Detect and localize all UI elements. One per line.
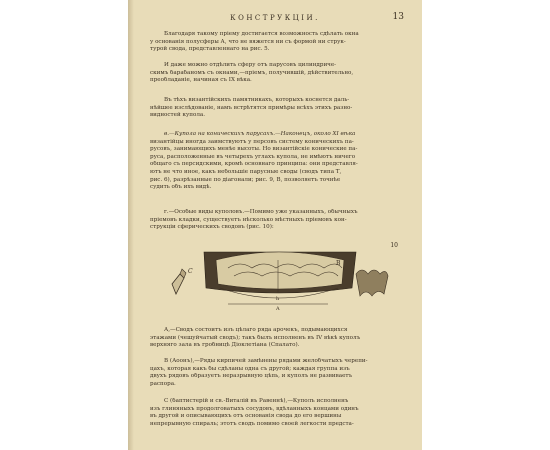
running-header: [128, 13, 422, 25]
vessel-c-shape: [172, 274, 184, 294]
vault-a-face: [216, 252, 344, 289]
text-line: нѣйшее изслѣдованiе, намъ встрѣтятся примѣры всѣхъ этихъ разно-: [150, 104, 353, 111]
text-line: преобладанiе, начиная съ IX вѣка.: [150, 77, 252, 84]
page-number: 13: [392, 12, 404, 22]
text-line: в.—Купола на коническихъ парусахъ.—Наконецъ, около XI вѣка: [164, 131, 356, 137]
figure-label-h: h: [276, 296, 280, 302]
tile-b-shape: [356, 270, 388, 296]
text-line: г.—Особые виды куполовъ.—Помимо уже указанныхъ, обычныхъ: [164, 209, 358, 215]
text-line: В (Аоонъ),—Ряды кирпичей замѣнены рядами желобчатыхъ черепи-: [164, 358, 368, 364]
text-line: струкцiи сферическихъ сводовъ (рис. 10):: [150, 224, 274, 231]
text-line: руса, расположенные въ четырехъ углахъ купола, не имѣютъ ничего: [150, 153, 356, 160]
text-line: общаго съ персидскими, кромѣ основнаго принципа: они представля-: [150, 161, 358, 168]
text-line: этажами (чешуйчатый сводъ); такъ былъ исполненъ въ IV вѣкѣ куполъ: [150, 334, 361, 341]
paragraph-1: [150, 31, 404, 54]
text-line: въ другой и описывающихъ отъ основанiя свода до его вершины: [150, 413, 342, 420]
paragraph-6: [150, 327, 404, 350]
text-line: С (баптистерiй и св.-Виталiй въ Равеннѣ),—Куполъ исполненъ: [164, 398, 349, 404]
text-line: верхняго зала въ гробницѣ Дiоклетiана (Спалато).: [150, 342, 300, 349]
paragraph-7: [150, 358, 404, 388]
text-line: Благодаря такому прiему достигается возможность сдѣлать окна: [164, 31, 359, 37]
figure-number: 10: [390, 242, 398, 249]
header-title: КОНСТРУКЦIИ.: [230, 14, 320, 22]
figure-label-c: C: [188, 268, 193, 275]
paragraph-5: [150, 209, 404, 232]
text-line: Въ тѣхъ византiйскихъ памятникахъ, которыхъ коснется даль-: [164, 97, 350, 103]
text-line: ютъ не что иное, какъ небольшiе парусные своды (сводъ типа Т,: [150, 168, 342, 175]
paragraph-4: [150, 131, 404, 192]
text-line: А,—Сводъ состоитъ изъ цѣлаго ряда арочекъ, подымающихся: [164, 327, 348, 333]
text-line: двухъ рядовъ образуетъ неразрывную цѣпь, и куполъ не развиваетъ: [150, 373, 353, 380]
page-edge-shadow: [128, 0, 134, 450]
paragraph-3: [150, 97, 404, 120]
text-line: прiемовъ кладки, существуетъ нѣсколько мѣстныхъ прiемовъ кон-: [150, 216, 347, 223]
text-line: у основанiя полусферы А, что не вяжется ни съ формой ни струк-: [150, 38, 346, 45]
text-line: византiйцы иногда заимствуютъ у персовъ систему коническихъ па-: [150, 138, 354, 145]
text-line: русовъ, занимающихъ менѣе высоты. Но византiйскiе конические па-: [150, 146, 358, 153]
book-page: [128, 0, 422, 450]
text-line: цахъ, которая какъ бы сдѣланы одна съ другой; каждая группа изъ: [150, 365, 350, 372]
figure-label-b: B: [336, 260, 341, 267]
paragraph-2: [150, 62, 404, 85]
text-line: турой свода, представленнаго на рис. 5.: [150, 46, 270, 53]
text-line: видностей купола.: [150, 112, 206, 119]
text-line: скимъ барабаномъ съ окнами,—прiемъ, получившiй, дѣйствительно,: [150, 69, 354, 76]
text-line: непрерывную спираль; этотъ сводъ помимо своей легкости предста-: [150, 420, 354, 427]
text-line: И даже можно отдѣлить сферу отъ парусовъ цилиндриче-: [164, 62, 337, 68]
text-line: изъ глиняныхъ продолговатыхъ сосудовъ, вдѣланныхъ концами одинъ: [150, 405, 359, 412]
figure-label-a: A: [276, 306, 280, 312]
text-line: судить объ ихъ видѣ.: [150, 184, 212, 191]
figure-10-dome-types: [158, 240, 398, 320]
text-line: распора.: [150, 380, 176, 387]
paragraph-8: [150, 398, 404, 428]
text-line: рис. 6), разрѣзанные по дiагонали; рис. 9, В, позволяетъ точнѣе: [150, 176, 341, 183]
